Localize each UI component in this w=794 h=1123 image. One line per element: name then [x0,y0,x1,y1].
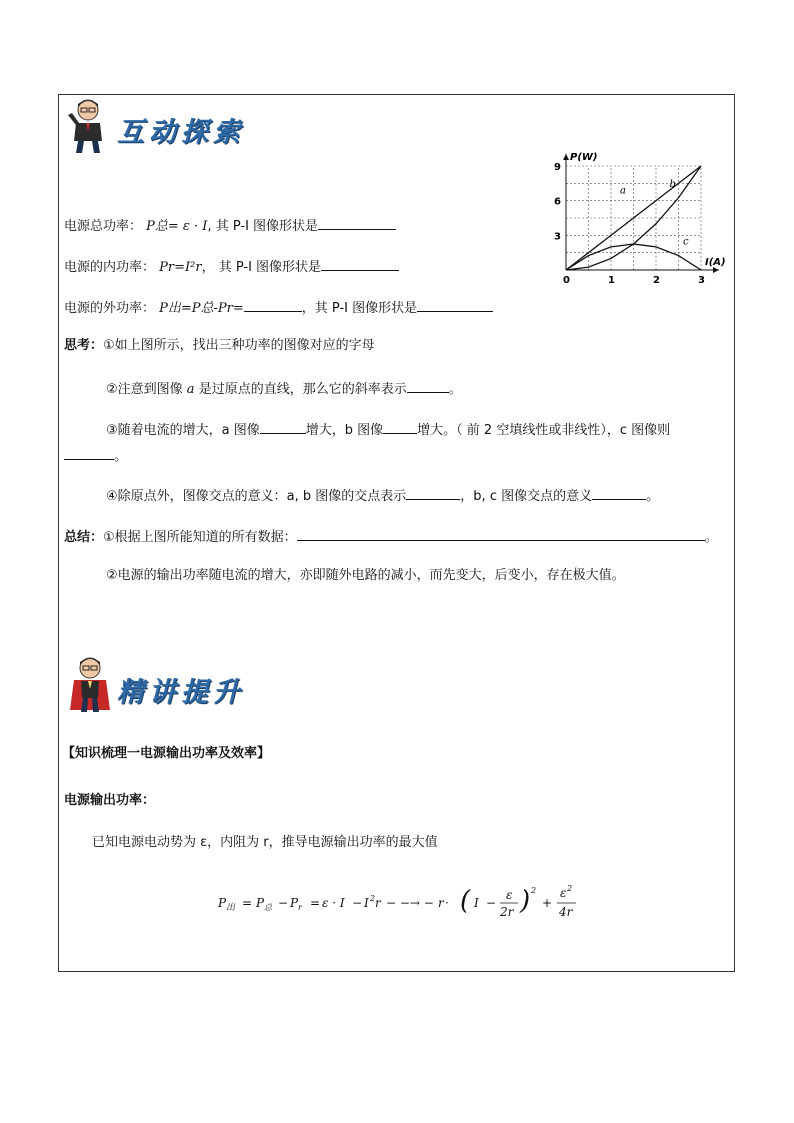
think-q3-continued [64,447,127,465]
svg-text:−: − [278,896,289,910]
svg-text:− −→ −: − −→ − [386,896,434,910]
think-q3-blank-b[interactable] [383,421,417,434]
internal-power-question: ， 其 P-I 图像形状是 [201,260,322,275]
svg-text:r: r [438,896,444,910]
think-q4-sep: ， [460,489,474,504]
think-q2-end: 。 [448,382,462,397]
x-tick-label: 1 [608,275,615,286]
think-q1 [64,338,375,354]
think-q2-blank[interactable] [407,380,449,393]
x-tick-label: 3 [698,275,705,286]
external-power-formula-blank[interactable] [244,299,302,312]
external-power-line [64,299,493,317]
total-power-formula: P总= ε · I [146,219,208,234]
summary-label: 总结： [64,530,104,545]
svg-text:I: I [364,896,369,910]
subtopic-title: 电源输出功率： [64,793,156,808]
think-q2-text-b: 是过原点的直线，那么它的斜率表示 [198,382,407,397]
think-q3 [106,421,670,439]
summary-s1 [64,528,718,546]
svg-text:P: P [218,896,227,910]
internal-power-label: 电源的内功率： [64,260,156,275]
svg-text:·: · [445,896,449,910]
superhero-teacher-icon [68,656,112,714]
svg-text:2: 2 [531,886,537,895]
summary-s2-text: ②电源的输出功率随电流的增大，亦即随外电路的减小，而先变大，后变小，存在极大值。 [106,568,625,583]
total-power-question: , 其 P-I 图像形状是 [207,219,319,234]
think-q4-ab-text: a, b 图像的交点表示 [286,489,407,504]
series-label-a: a [620,185,626,197]
svg-text:4r: 4r [559,905,573,919]
teacher-avatar-icon [66,97,110,155]
derivation-intro: 已知电源电动势为 ε，内阻为 r，推导电源输出功率的最大值 [92,835,438,850]
internal-power-formula: Pr=I²r [159,260,202,275]
y-tick-label: 3 [554,231,561,243]
svg-text:+: + [542,896,553,910]
x-axis-label: I(A) [705,257,726,268]
section-heading-lecture: 精讲提升 [117,677,245,708]
think-q3-c-graph: c 图像则 [619,423,671,438]
think-q3-text-e: 增大。（ 前 2 空填线性或非线性）， [417,423,620,438]
external-power-question: ，其 P-I 图像形状是 [301,301,418,316]
svg-text:2: 2 [567,884,573,893]
think-q3-b-graph: b 图像 [344,423,384,438]
svg-text:): ) [520,886,531,916]
total-power-label: 电源总功率： [64,219,143,234]
think-q4-blank-bc[interactable] [592,487,646,500]
svg-text:r: r [298,903,302,912]
think-q3-blank-c[interactable] [64,447,114,460]
think-q4-end: 。 [646,489,660,504]
x-tick-label: 2 [653,275,660,286]
internal-power-answer-blank[interactable] [321,258,399,271]
summary-s1-blank[interactable] [297,528,705,541]
svg-text:−: − [486,896,497,910]
think-q2-text: ②注意到图像 [106,382,183,397]
think-q3-text: ③随着电流的增大， [106,423,222,438]
series-label-b: b [669,178,676,190]
internal-power-line [64,258,399,276]
y-axis-label: P(W) [570,152,598,163]
svg-text:2: 2 [370,894,376,903]
external-power-answer-blank[interactable] [417,299,493,312]
svg-text:ε: ε [560,886,567,900]
think-q4 [106,487,659,505]
svg-text:(: ( [460,886,471,916]
think-q3-blank-a[interactable] [260,421,306,434]
y-tick-label: 9 [554,162,561,173]
svg-text:−: − [352,896,363,910]
svg-text:=: = [242,896,253,910]
external-power-label: 电源的外功率： [64,301,156,316]
think-q2 [106,380,462,398]
think-q1-text: ①如上图所示，找出三种功率的图像对应的字母 [103,338,375,353]
svg-text:I: I [474,896,479,910]
y-axis-arrow [563,154,569,160]
series-label-c: c [683,236,689,248]
summary-s1-end: 。 [704,530,718,545]
svg-text:2r: 2r [500,905,514,919]
summary-s1-text: ①根据上图所能知道的所有数据： [103,530,297,545]
x-tick-label: 0 [563,275,570,286]
svg-text:=: = [310,896,321,910]
output-power-formula [214,876,584,926]
think-q4-text: ④除原点外，图像交点的意义： [106,489,287,504]
y-tick-label: 6 [554,196,561,208]
svg-text:P: P [256,896,265,910]
summary-s2 [106,568,625,584]
think-q3-text-c: 增大， [305,423,345,438]
think-label: 思考： [64,338,104,353]
think-q3-a-graph: a 图像 [221,423,260,438]
think-q3-end: 。 [114,449,128,464]
think-q2-var: a [186,382,195,397]
total-power-line [64,217,396,235]
think-q4-blank-ab[interactable] [406,487,460,500]
svg-text:出: 出 [226,903,236,913]
svg-text:r: r [375,896,381,910]
total-power-answer-blank[interactable] [318,217,396,230]
svg-text:ε: ε [506,888,513,902]
external-power-formula: P出=P总-Pr= [159,301,244,316]
topic-title: 【知识梳理一电源输出功率及效率】 [62,746,271,761]
section-heading-explore: 互动探索 [117,117,245,148]
svg-text:总: 总 [264,903,272,912]
svg-text:P: P [290,896,299,910]
think-q4-bc-text: b, c 图像交点的意义 [473,489,593,504]
svg-text:ε · I: ε · I [322,896,345,910]
power-current-chart [548,140,738,290]
